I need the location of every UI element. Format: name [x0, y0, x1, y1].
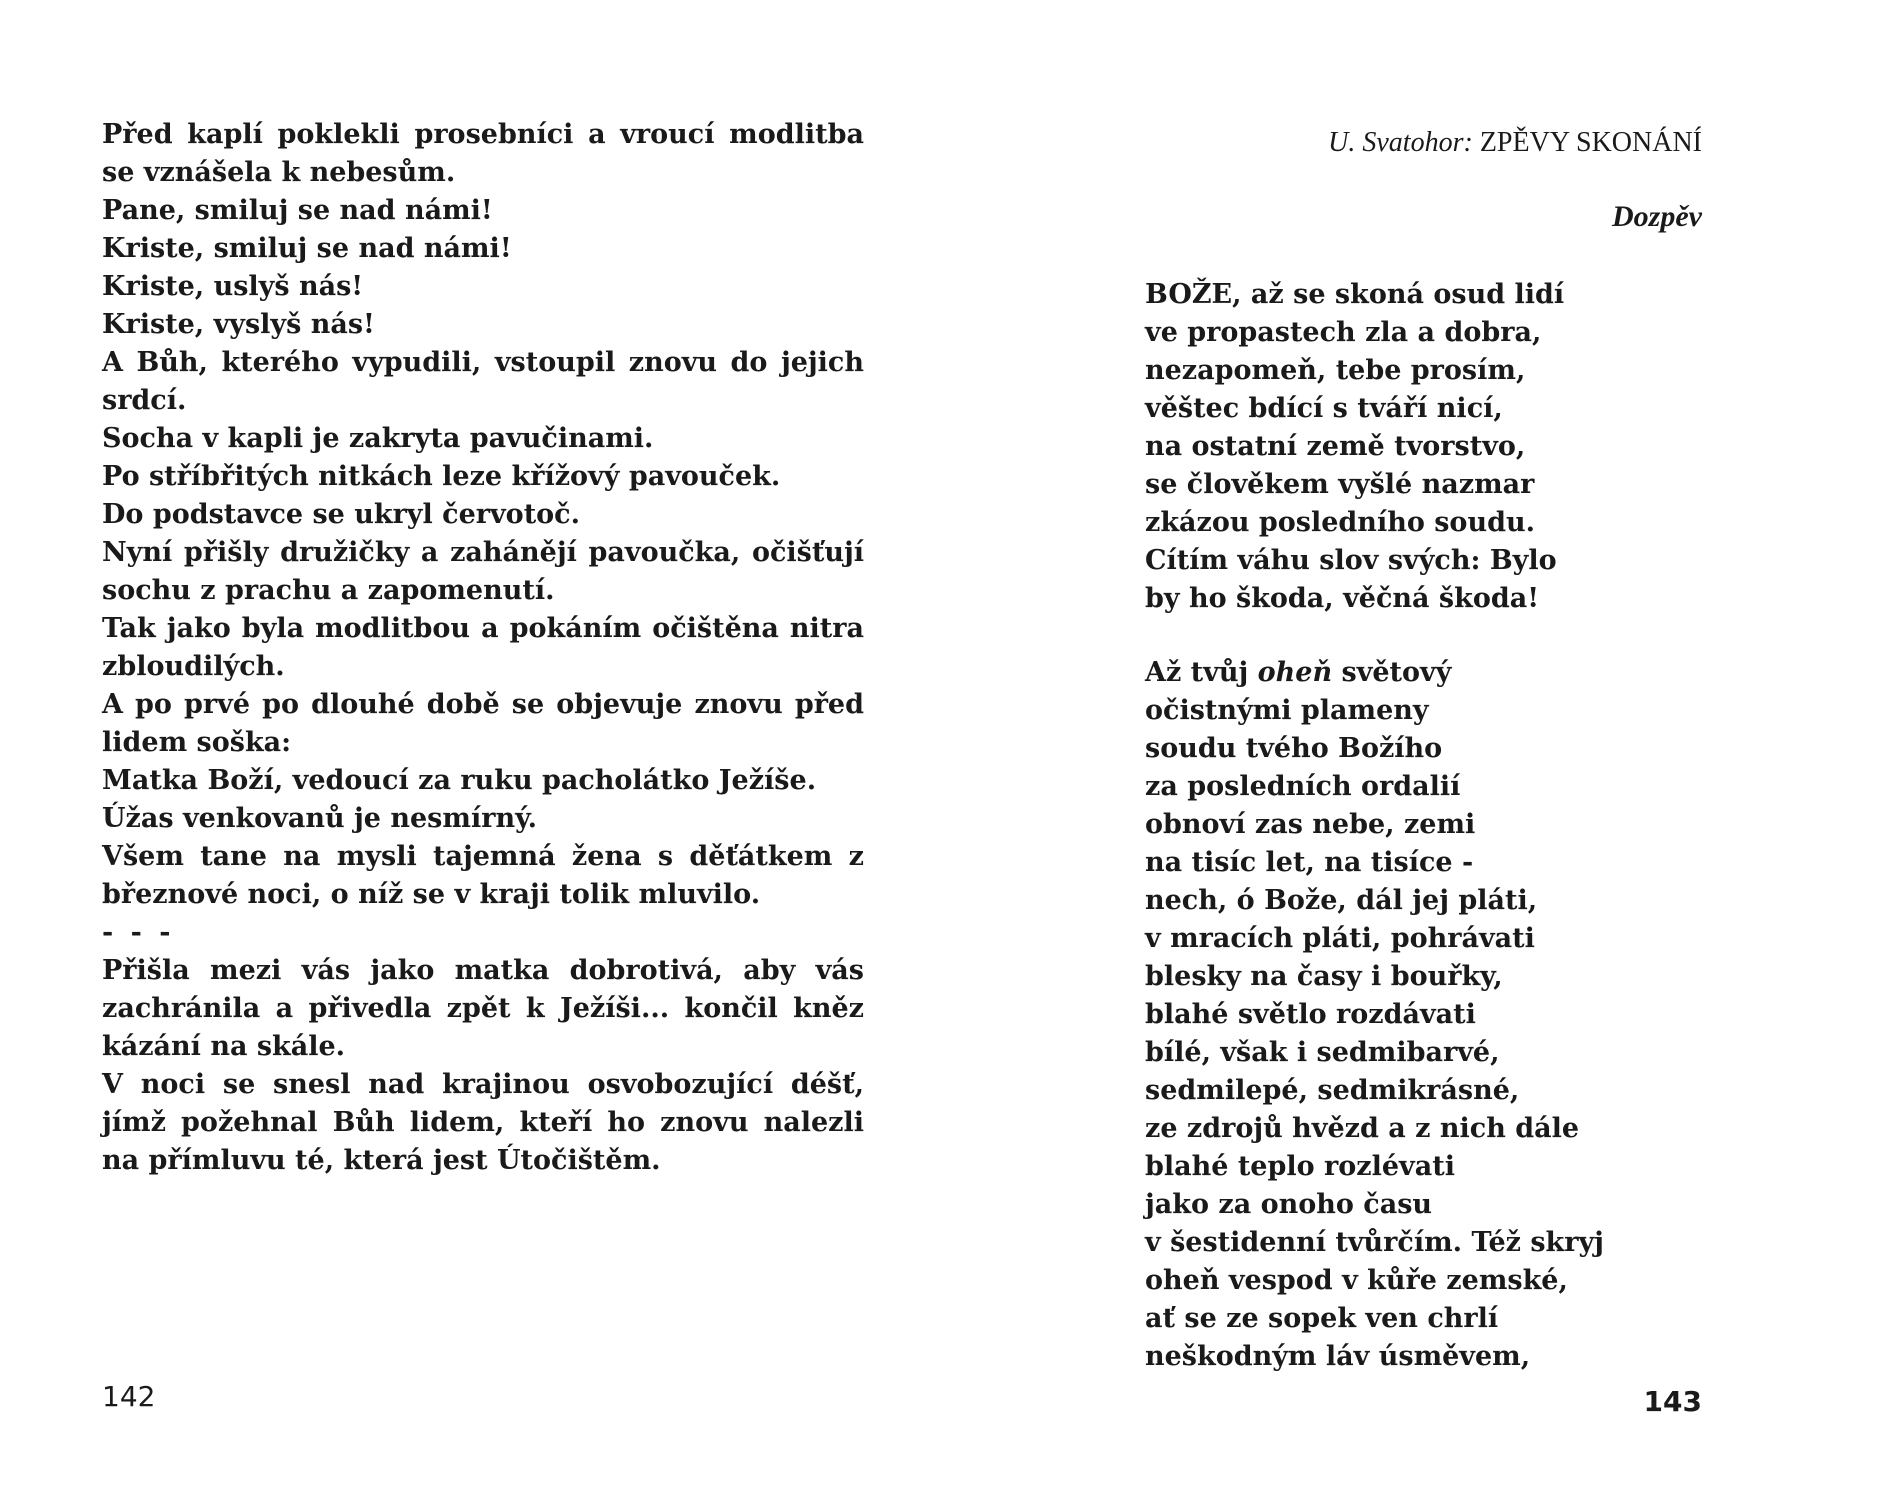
stanza-2: [1145, 654, 1705, 1376]
poem-line-italic: oheň: [1257, 657, 1333, 688]
section-separator: - - -: [102, 917, 175, 948]
running-head-title: ZPĚVY SKONÁNÍ: [1479, 127, 1702, 158]
page-number-left: 142: [102, 1380, 156, 1413]
paragraph: Kriste, uslyš nás!: [102, 271, 364, 302]
paragraph: V noci se snesl nad krajinou osvobozující déšť, jímž požehnal Bůh lidem, kteří ho znovu nalezli na přímluvu té, která jest Útočištěm.: [102, 1069, 864, 1176]
poem-line: blahé teplo rozlévati: [1145, 1151, 1455, 1182]
poem-line: zkázou posledního soudu.: [1145, 507, 1535, 538]
poem-line-start: Až tvůj: [1145, 657, 1258, 688]
paragraph: Nyní přišly družičky a zahánějí pavoučka, očišťují sochu z prachu a zapomenutí.: [102, 537, 864, 606]
running-head-author: U. Svatohor:: [1328, 127, 1473, 158]
poem-line: oheň vespod v kůře zemské,: [1145, 1265, 1568, 1296]
paragraph: Socha v kapli je zakryta pavučinami.: [102, 423, 654, 454]
poem-line: na ostatní země tvorstvo,: [1145, 431, 1526, 462]
poem-line: za posledních ordalií: [1145, 771, 1461, 802]
poem-line: na tisíc let, na tisíce -: [1145, 847, 1474, 878]
poem-line-end: světový: [1332, 657, 1452, 688]
paragraph: Úžas venkovanů je nesmírný.: [102, 803, 538, 834]
poem-line: v šestidenní tvůrčím. Též skryj: [1145, 1227, 1604, 1258]
paragraph: Po stříbřitých nitkách leze křížový pavouček.: [102, 461, 781, 492]
poem-title: Dozpěv: [1612, 200, 1702, 233]
poem-line: se člověkem vyšlé nazmar: [1145, 469, 1535, 500]
paragraph: Do podstavce se ukryl červotoč.: [102, 499, 581, 530]
paragraph: A Bůh, kterého vypudili, vstoupil znovu do jejich srdcí.: [102, 347, 864, 416]
poem-line: by ho škoda, věčná škoda!: [1145, 583, 1540, 614]
poem-line: Cítím váhu slov svých: Bylo: [1145, 545, 1557, 576]
poem-line: obnoví zas nebe, zemi: [1145, 809, 1476, 840]
poem-line: blahé světlo rozdávati: [1145, 999, 1476, 1030]
poem-line: ve propastech zla a dobra,: [1145, 317, 1542, 348]
poem-line: očistnými plameny: [1145, 695, 1429, 726]
poem-line: [1145, 654, 1705, 692]
running-head: [1328, 124, 1702, 162]
paragraph: Všem tane na mysli tajemná žena s děťátkem z březnové noci, o níž se v kraji tolik mluvilo.: [102, 841, 864, 910]
poem-line: ze zdrojů hvězd a z nich dále: [1145, 1113, 1580, 1144]
poem-line: bílé, však i sedmibarvé,: [1145, 1037, 1500, 1068]
paragraph: A po prvé po dlouhé době se objevuje znovu před lidem soška:: [102, 689, 864, 758]
paragraph: Před kaplí poklekli prosebníci a vroucí modlitba se vznášela k nebesům.: [102, 119, 864, 188]
poem-line: ať se ze sopek ven chrlí: [1145, 1303, 1499, 1334]
poem-line: blesky na časy i bouřky,: [1145, 961, 1503, 992]
right-page: [948, 0, 1896, 1500]
page-number-right: 143: [1643, 1385, 1702, 1418]
poem-line: nezapomeň, tebe prosím,: [1145, 355, 1526, 386]
poem-line: v mracích pláti, pohrávati: [1145, 923, 1535, 954]
poem-line: neškodným láv úsměvem,: [1145, 1341, 1531, 1372]
poem-line: jako za onoho času: [1145, 1189, 1433, 1220]
stanza-1: [1145, 276, 1705, 618]
paragraph: Matka Boží, vedoucí za ruku pacholátko Ježíše.: [102, 765, 817, 796]
poem-line: sedmilepé, sedmikrásné,: [1145, 1075, 1520, 1106]
poem-line: nech, ó Bože, dál jej pláti,: [1145, 885, 1538, 916]
paragraph: Přišla mezi vás jako matka dobrotivá, aby vás zachránila a přivedla zpět k Ježíši... končil kněz kázání na skále.: [102, 955, 864, 1062]
paragraph: Tak jako byla modlitbou a pokáním očištěna nitra zbloudilých.: [102, 613, 864, 682]
poem-line: BOŽE, až se skoná osud lidí: [1145, 279, 1565, 310]
poem-line: věštec bdící s tváří nicí,: [1145, 393, 1503, 424]
paragraph: Kriste, vyslyš nás!: [102, 309, 375, 340]
paragraph: Pane, smiluj se nad námi!: [102, 195, 493, 226]
poem-line: soudu tvého Božího: [1145, 733, 1443, 764]
paragraph: Kriste, smiluj se nad námi!: [102, 233, 512, 264]
prose-text: [102, 116, 864, 1180]
